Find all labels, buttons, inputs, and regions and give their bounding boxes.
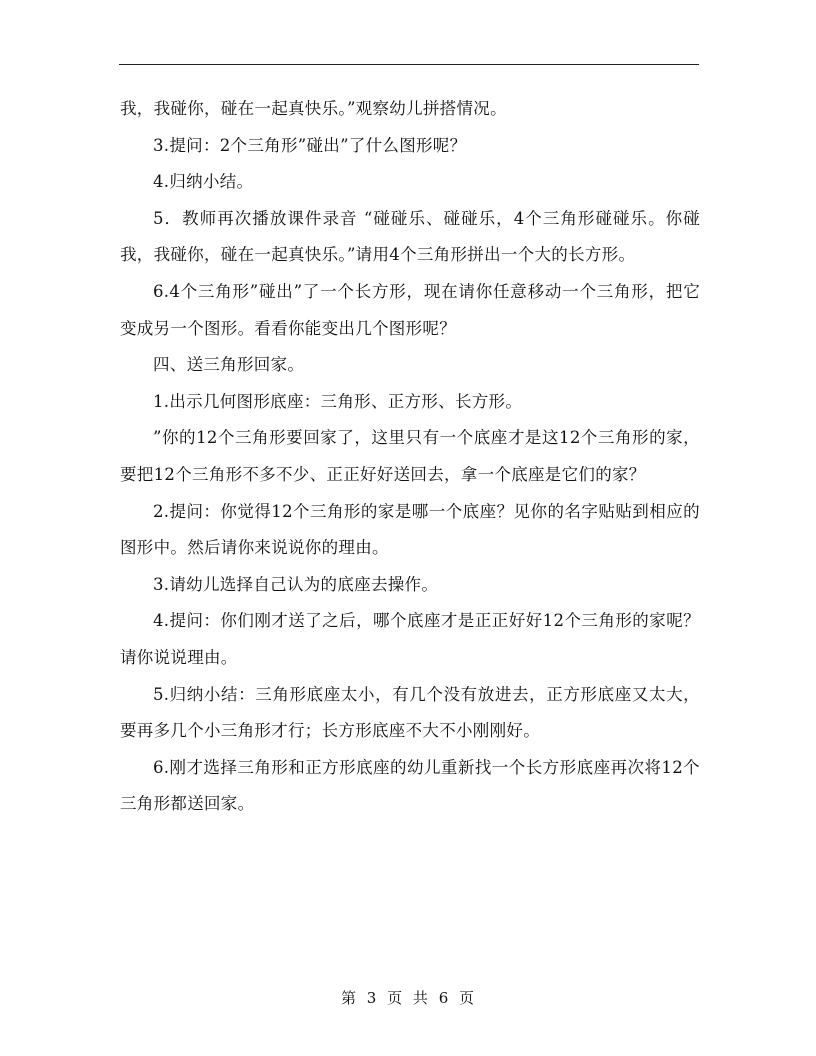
paragraph-7: 1.出示几何图形底座：三角形、正方形、长方形。: [153, 391, 523, 411]
paragraph-11: 4.提问：你们刚才送了之后，哪个底座才是正正好好12个三角形的家呢？请你说说理由。: [120, 611, 700, 667]
paragraph-12: 5.归纳小结：三角形底座太小，有几个没有放进去，正方形底座又太大，要再多几个小三角形才行；长方形底座不大不小刚刚好。: [120, 684, 700, 741]
paragraph-1: 我，我碰你，碰在一起真快乐。”观察幼儿拼搭情况。: [120, 99, 507, 118]
footer-total-pages: 6: [438, 989, 450, 1007]
footer-total-prefix: 共: [412, 989, 429, 1007]
paragraph-4: 5．教师再次播放课件录音 “碰碰乐、碰碰乐，4个三角形碰碰乐。你碰我，我碰你，碰在一起真快乐。”请用4个三角形拼出一个大的长方形。: [120, 208, 700, 265]
footer-page-prefix: 第: [340, 989, 357, 1007]
footer-page-word: 页: [387, 989, 404, 1007]
page-footer: [0, 987, 816, 1008]
header-rule: [119, 64, 699, 65]
paragraph-3: 4.归纳小结。: [153, 172, 254, 192]
paragraph-13: 6.刚才选择三角形和正方形底座的幼儿重新找一个长方形底座再次将12个三角形都送回家。: [120, 757, 700, 814]
paragraph-2: 3.提问：2个三角形”碰出”了什么图形呢？: [153, 135, 467, 155]
footer-current-page: 3: [366, 989, 378, 1007]
section-heading: 四、送三角形回家。: [153, 355, 305, 375]
document-body: [120, 91, 700, 823]
paragraph-8: ”你的12个三角形要回家了，这里只有一个底座才是这12个三角形的家，要把12个三角形不多不少、正正好好送回去，拿一个底座是它们的家？: [120, 428, 700, 484]
paragraph-5: 6.4个三角形”碰出”了一个长方形，现在请你任意移动一个三角形，把它变成另一个图形。看看你能变出几个图形呢？: [120, 281, 700, 338]
footer-total-suffix: 页: [459, 989, 476, 1007]
paragraph-10: 3.请幼儿选择自己认为的底座去操作。: [153, 574, 439, 594]
paragraph-9: 2.提问：你觉得12个三角形的家是哪一个底座？见你的名字贴贴到相应的图形中。然后请你来说说你的理由。: [120, 501, 700, 558]
